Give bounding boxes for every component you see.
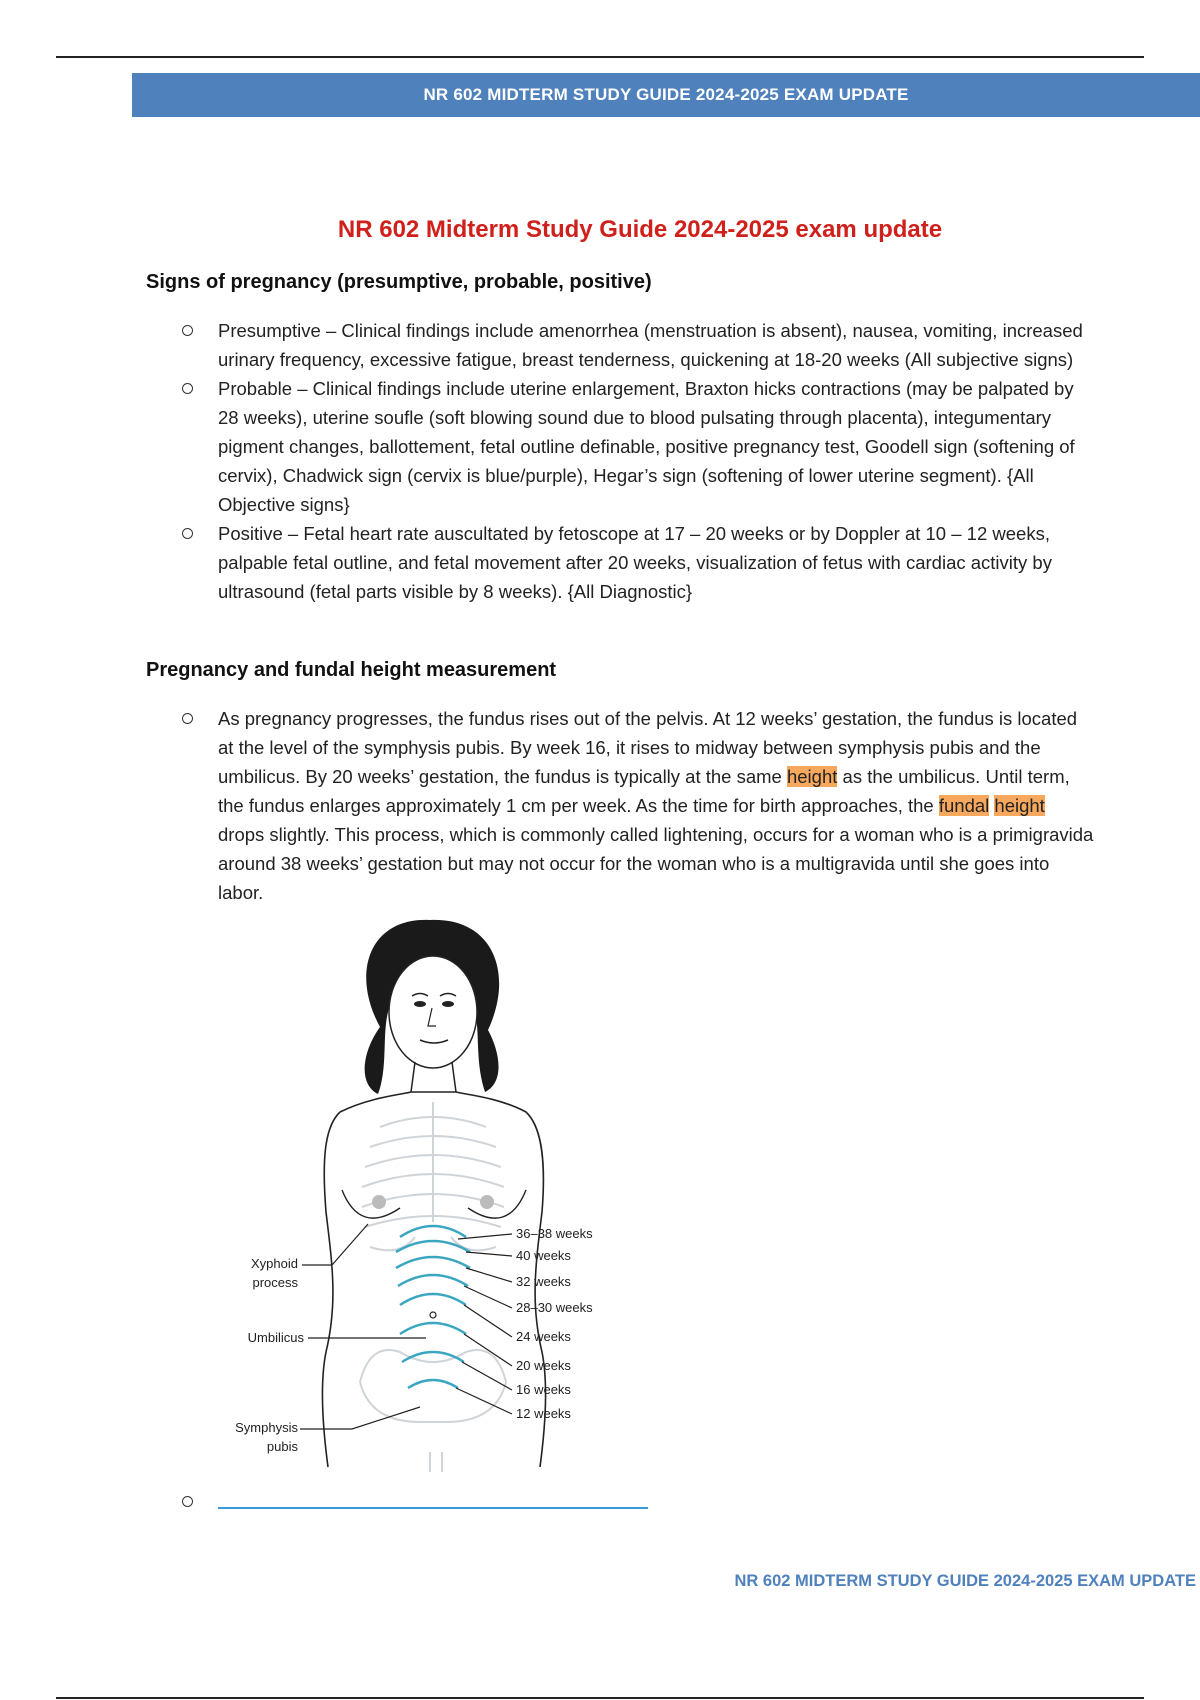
section-heading-fundal: Pregnancy and fundal height measurement	[146, 659, 557, 681]
label-xyphoid: Xyphoid	[251, 1256, 298, 1271]
bullet-circle-icon	[182, 528, 193, 539]
label-week: 20 weeks	[516, 1358, 571, 1373]
bullet-circle-icon	[182, 325, 193, 336]
label-umbilicus: Umbilicus	[247, 1330, 304, 1345]
list-item: Probable – Clinical findings include uterine enlargement, Braxton hicks contractions (may be palpated by 28 weeks), uterine soufle (soft blowing sound due to blood pulsating through placenta), integumentary pigment changes, ballottement, fetal outline definable, positive pregnancy test, Goodell sign (softening of cervix), Chadwick sign (cervix is blue/purple), Hegar’s sign (softening of lower uterine segment). {All Objective signs}	[176, 374, 1096, 519]
label-week: 32 weeks	[516, 1274, 571, 1289]
header-banner: NR 602 MIDTERM STUDY GUIDE 2024-2025 EXAM UPDATE	[132, 73, 1200, 117]
bottom-rule	[56, 1697, 1144, 1699]
footer-text: NR 602 MIDTERM STUDY GUIDE 2024-2025 EXAM UPDATE	[734, 1572, 1196, 1590]
signs-list	[176, 316, 1096, 606]
label-symphysis: Symphysis	[235, 1420, 298, 1435]
document-title: NR 602 Midterm Study Guide 2024-2025 exam update	[337, 216, 943, 243]
bullet-circle-icon	[182, 1496, 193, 1507]
label-week: 40 weeks	[516, 1248, 571, 1263]
label-week: 12 weeks	[516, 1406, 571, 1421]
label-week: 36–38 weeks	[516, 1226, 593, 1241]
fundal-height-illustration	[230, 912, 670, 1492]
caption-underline	[218, 1507, 648, 1509]
top-rule	[56, 56, 1144, 58]
label-week: 16 weeks	[516, 1382, 571, 1397]
search-highlight: height	[786, 766, 838, 787]
list-item: Positive – Fetal heart rate auscultated by fetoscope at 17 – 20 weeks or by Doppler at 10 – 12 weeks, palpable fetal outline, and fetal movement after 20 weeks, visualization of fetus with cardiac activity by ultrasound (fetal parts visible by 8 weeks). {All Diagnostic}	[176, 519, 1096, 606]
list-item: Presumptive – Clinical findings include amenorrhea (menstruation is absent), nausea, vomiting, increased urinary frequency, excessive fatigue, breast tenderness, quickening at 18-20 weeks (All subjective signs)	[176, 316, 1096, 374]
label-xyphoid-process: process	[252, 1275, 298, 1290]
list-item: As pregnancy progresses, the fundus rises out of the pelvis. At 12 weeks’ gestation, the fundus is located at the level of the symphysis pubis. By week 16, it rises to midway between symphysis pubis and the umbilicus. By 20 weeks’ gestation, the fundus is typically at the same height as the umbilicus. Until term, the fundus enlarges approximately 1 cm per week. As the time for birth approaches, the fundal height drops slightly. This process, which is commonly called lightening, occurs for a woman who is a primigravida around 38 weeks’ gestation but may not occur for the woman who is a multigravida until she goes into labor.	[176, 704, 1096, 907]
bullet-circle-icon	[182, 713, 193, 724]
bullet-circle-icon	[182, 383, 193, 394]
label-symphysis-pubis: pubis	[266, 1439, 298, 1454]
section-heading-signs: Signs of pregnancy (presumptive, probable, positive)	[146, 271, 652, 293]
label-week: 28–30 weeks	[516, 1300, 593, 1315]
search-highlight: height	[994, 795, 1045, 816]
search-highlight: fundal	[938, 795, 990, 816]
label-week: 24 weeks	[516, 1329, 571, 1344]
fundal-list	[176, 704, 1096, 907]
